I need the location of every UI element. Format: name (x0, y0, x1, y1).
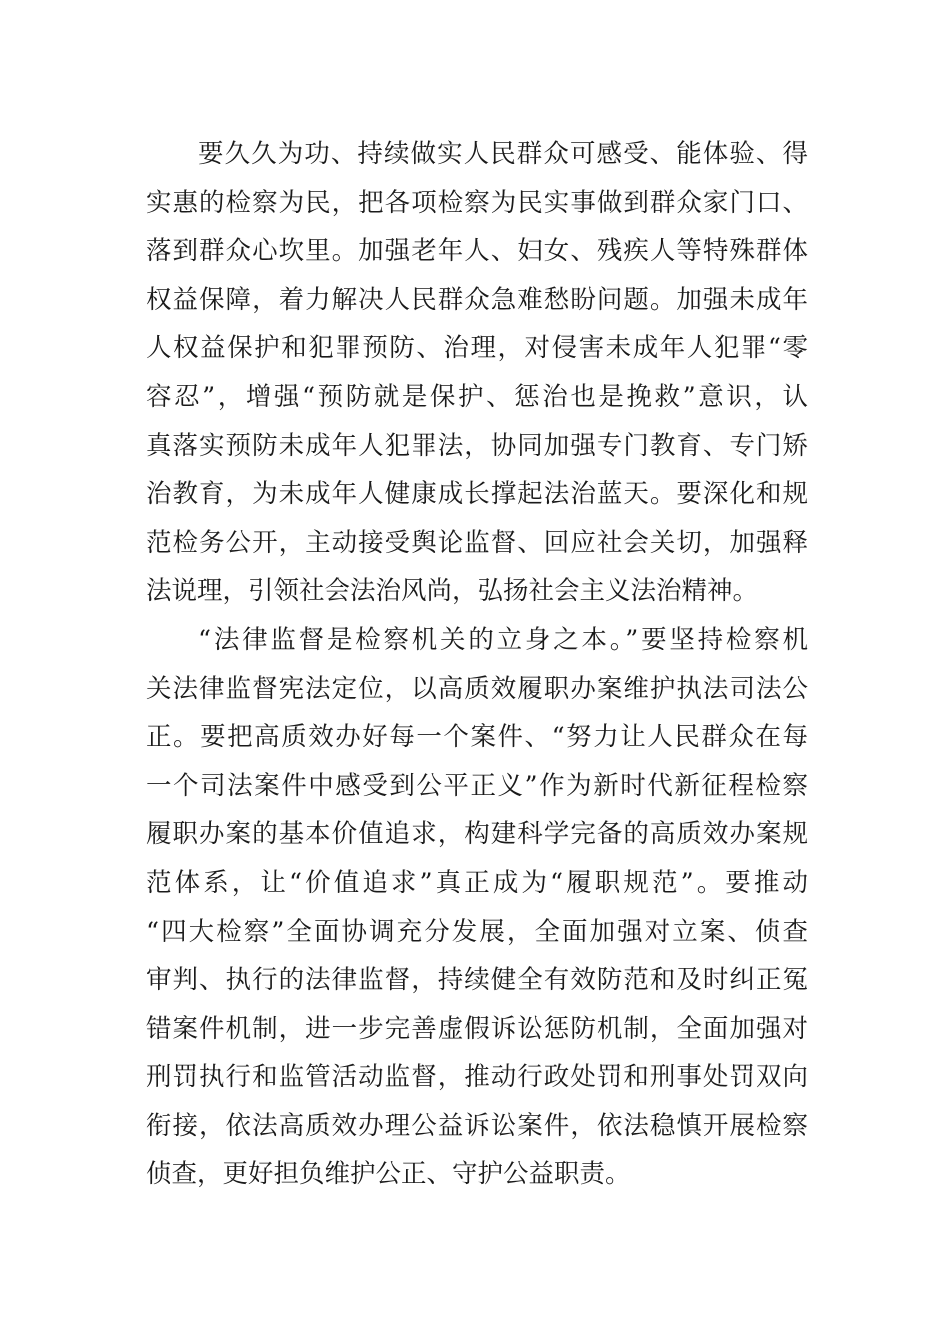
text-line: 真落实预防未成年人犯罪法，协同加强专门教育、专门矫 (146, 430, 808, 461)
text-line: 刑罚执行和监管活动监督，推动行政处罚和刑事处罚双向 (146, 1062, 808, 1093)
document-body (146, 130, 808, 1199)
text-line: 人权益保护和犯罪预防、治理，对侵害未成年人犯罪“零 (146, 333, 808, 364)
text-line: 实惠的检察为民，把各项检察为民实事做到群众家门口、 (146, 187, 808, 218)
text-line: 审判、执行的法律监督，持续健全有效防范和及时纠正冤 (146, 965, 808, 996)
text-line: 履职办案的基本价值追求，构建科学完备的高质效办案规 (146, 819, 808, 850)
text-line: “法律监督是检察机关的立身之本。”要坚持检察机 (198, 624, 808, 655)
text-line: 错案件机制，进一步完善虚假诉讼惩防机制，全面加强对 (146, 1013, 808, 1044)
text-line: 侦查，更好担负维护公正、守护公益职责。 (146, 1159, 631, 1190)
text-line: 范检务公开，主动接受舆论监督、回应社会关切，加强释 (146, 527, 808, 558)
text-line: 要久久为功、持续做实人民群众可感受、能体验、得 (198, 139, 808, 169)
paragraph-1 (146, 130, 808, 616)
text-line: 容忍”，增强“预防就是保护、惩治也是挽救”意识，认 (146, 381, 808, 412)
text-line: 衔接，依法高质效办理公益诉讼案件，依法稳慎开展检察 (146, 1110, 808, 1141)
text-line: 关法律监督宪法定位，以高质效履职办案维护执法司法公 (146, 673, 808, 704)
paragraph-2 (146, 616, 808, 1199)
text-line: 范体系，让“价值追求”真正成为“履职规范”。要推动 (146, 867, 808, 898)
text-line: 落到群众心坎里。加强老年人、妇女、残疾人等特殊群体 (146, 236, 808, 267)
text-line: 治教育，为未成年人健康成长撑起法治蓝天。要深化和规 (146, 479, 808, 510)
text-line: “四大检察”全面协调充分发展，全面加强对立案、侦查 (146, 916, 808, 947)
text-line: 正。要把高质效办好每一个案件、“努力让人民群众在每 (146, 722, 808, 753)
text-line: 法说理，引领社会法治风尚，弘扬社会主义法治精神。 (146, 576, 759, 607)
text-line: 权益保障，着力解决人民群众急难愁盼问题。加强未成年 (146, 284, 808, 315)
text-line: 一个司法案件中感受到公平正义”作为新时代新征程检察 (146, 770, 808, 801)
